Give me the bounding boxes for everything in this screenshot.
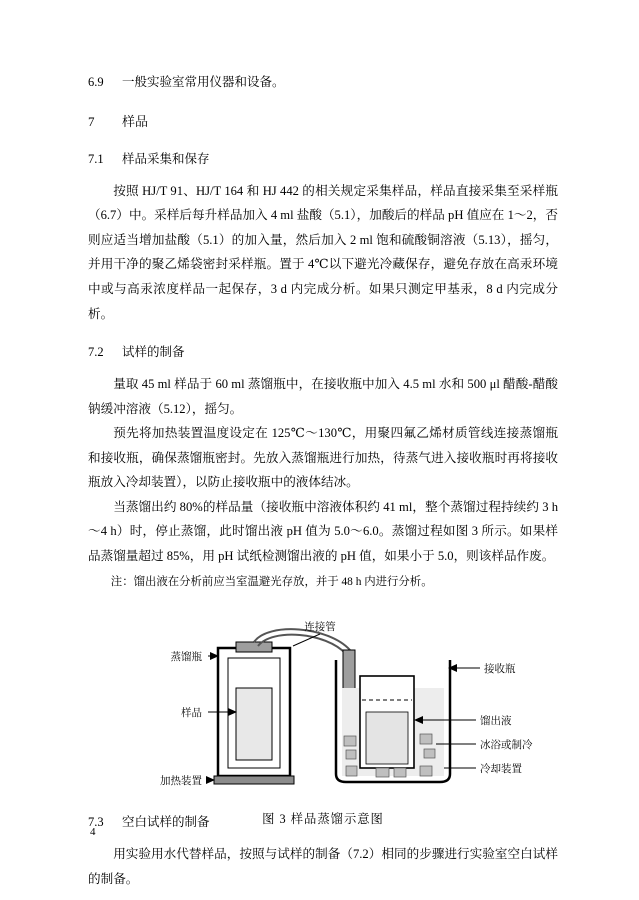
paragraph-7.2-2: 预先将加热装置温度设定在 125℃～130℃，用聚四氟乙烯材质管线连接蒸馏瓶和接收瓶，确保蒸馏瓶密封。先放入蒸馏瓶进行加热，待蒸气进入接收瓶时再将接收瓶放入冷却装置），以防止接收瓶中的液体结冰。 xyxy=(88,426,558,490)
section-title-6.9: 一般实验室常用仪器和设备。 xyxy=(122,75,285,89)
label-cooling-device: 冷却装置 xyxy=(480,763,522,776)
section-number-7: 7 xyxy=(88,114,95,129)
section-6.9 xyxy=(88,72,558,92)
label-connector-tube: 连接管 xyxy=(304,621,336,634)
section-number-6.9: 6.9 xyxy=(88,75,104,89)
page-number: 4 xyxy=(90,826,96,838)
label-sample: 样品 xyxy=(181,707,202,720)
section-number-7.1: 7.1 xyxy=(88,151,104,166)
paragraph-7.2-3: 当蒸馏出约 80%的样品量（接收瓶中溶液体积约 41 ml，整个蒸馏过程持续约 3 h～4 h）时，停止蒸馏，此时馏出液 pH 值为 5.0～6.0。蒸馏过程如图 3 所示。如果样品蒸馏量超过 85%，用 pH 试纸检测馏出液的 pH 值，如果小于 5.0，则该样品作废。 xyxy=(88,499,558,563)
label-heating-device: 加热装置 xyxy=(160,775,202,788)
paragraph-7.2-1: 量取 45 ml 样品于 60 ml 蒸馏瓶中，在接收瓶中加入 4.5 ml 水和 500 μl 醋酸-醋酸钠缓冲溶液（5.12），摇匀。 xyxy=(88,377,558,416)
label-distillate: 馏出液 xyxy=(480,715,512,728)
section-number-7.2: 7.2 xyxy=(88,345,104,360)
section-title-7.1: 样品采集和保存 xyxy=(122,151,210,166)
paragraph-7.3-1: 用实验用水代替样品，按照与试样的制备（7.2）相同的步骤进行实验室空白试样的制备。 xyxy=(88,847,558,886)
section-title-7.2: 试样的制备 xyxy=(122,345,185,360)
section-title-7: 样品 xyxy=(122,114,149,129)
section-7.1 xyxy=(88,149,558,169)
label-receiving-flask: 接收瓶 xyxy=(484,663,516,676)
section-7 xyxy=(88,112,558,133)
label-ice-bath: 冰浴或制冷 xyxy=(480,739,533,752)
page-content xyxy=(88,72,558,891)
note-7.2: 注：馏出液在分析前应当室温避光存放，并于 48 h 内进行分析。 xyxy=(110,576,433,589)
distillation-diagram xyxy=(88,616,558,796)
figure-caption: 图 3 样品蒸馏示意图 xyxy=(262,812,384,827)
section-number-7.3: 7.3 xyxy=(88,815,104,830)
label-distillation-flask: 蒸馏瓶 xyxy=(170,651,202,664)
paragraph-7.1-1: 按照 HJ/T 91、HJ/T 164 和 HJ 442 的相关规定采集样品，样品直接采集至采样瓶（6.7）中。采样后每升样品加入 4 ml 盐酸（5.1），加酸后的样品 pH 值应在 1～2，否则应适当增加盐酸（5.1）的加入量，然后加入 2 ml 饱和硫酸铜溶液（5.13），摇匀，并用干净的聚乙烯袋密封采样瓶。置于 4℃以下避光冷藏保存，避免存放在高汞环境中或与高汞浓度样品一起保存，3 d 内完成分析。如果只测定甲基汞，8 d 内完成分析。 xyxy=(88,183,558,321)
section-7.2 xyxy=(88,342,558,362)
section-title-7.3: 空白试样的制备 xyxy=(122,815,210,830)
